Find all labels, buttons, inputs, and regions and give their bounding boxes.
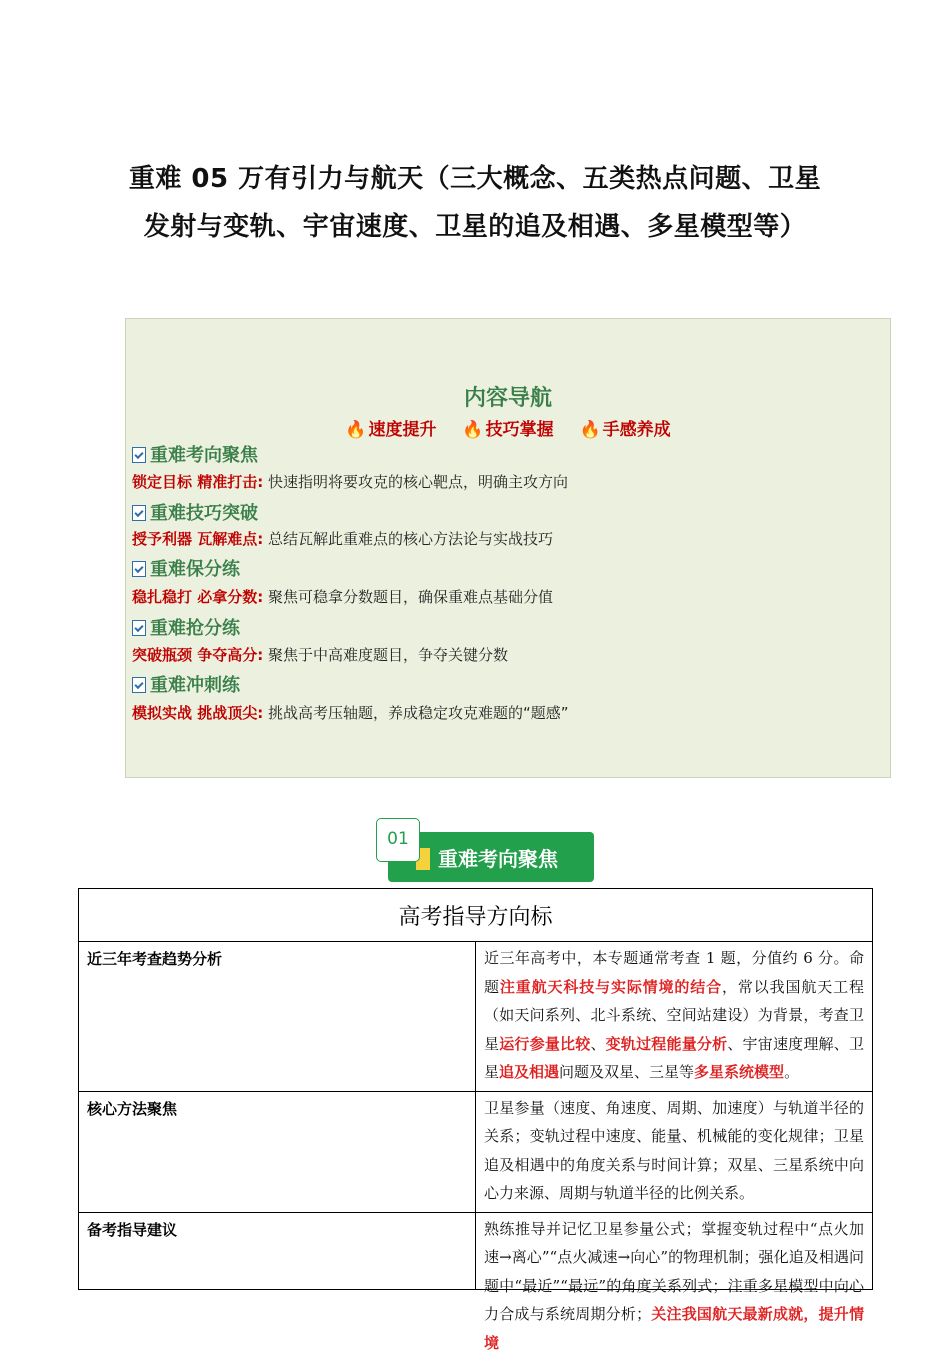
- highlight-text: 关注我国航天最新成就，提升情境: [484, 1305, 864, 1352]
- nav-heading: 内容导航: [463, 386, 552, 411]
- body-text: 、宇宙速度理解、卫星: [484, 1034, 864, 1081]
- body-text: 问题及双星、三星等: [559, 1063, 695, 1081]
- body-text: 。: [784, 1063, 800, 1081]
- section-badge-label: 重难考向聚焦: [438, 847, 558, 871]
- nav-section-heading: 重难考向聚焦: [132, 441, 258, 467]
- page-title-line-1: 重难 05 万有引力与航天（三大概念、五类热点问题、卫星: [128, 164, 822, 194]
- row-content-clip: [484, 1215, 864, 1352]
- document-check-icon: [132, 447, 146, 463]
- flame-icon: 🔥: [462, 420, 484, 440]
- content-navigation-box: [125, 318, 891, 778]
- row-label: 核心方法聚焦: [79, 1091, 476, 1212]
- table-header-row: [79, 889, 873, 942]
- table-row: [79, 1212, 873, 1289]
- document-check-icon: [132, 561, 146, 577]
- nav-tags: [126, 415, 890, 440]
- nav-section-heading: 重难抢分练: [132, 614, 240, 640]
- nav-tag: [345, 420, 436, 440]
- nav-section-heading: 重难冲刺练: [132, 671, 240, 697]
- row-content: [476, 1212, 873, 1352]
- highlight-text: 多星系统模型: [694, 1063, 785, 1081]
- table-row: [79, 942, 873, 1092]
- nav-tag: [580, 420, 671, 440]
- nav-tag: [462, 420, 553, 440]
- nav-section-heading: 重难技巧突破: [132, 499, 258, 525]
- document-check-icon: [132, 677, 146, 693]
- nav-section-heading: 重难保分练: [132, 555, 240, 581]
- nav-tag-label: 技巧掌握: [485, 420, 554, 440]
- nav-tag-label: 手感养成: [602, 420, 671, 440]
- row-content: [476, 942, 873, 1092]
- table-header: 高考指导方向标: [79, 889, 873, 942]
- page-title-line-2: 发射与变轨、宇宙速度、卫星的追及相遇、多星模型等）: [143, 212, 807, 242]
- row-content: [476, 1091, 873, 1212]
- nav-section-line: 稳扎稳打 必拿分数: 聚焦可稳拿分数题目，确保重难点基础分值: [132, 588, 554, 606]
- document-check-icon: [132, 620, 146, 636]
- body-text: 、: [590, 1034, 606, 1053]
- guide-table: [78, 888, 873, 1352]
- document-check-icon: [132, 505, 146, 521]
- nav-section-line: 模拟实战 挑战顶尖: 挑战高考压轴题，养成稳定攻克难题的“题感”: [132, 704, 569, 722]
- highlight-text: 运行参量比较: [499, 1034, 591, 1053]
- nav-section-line: 授予利器 瓦解难点: 总结瓦解此重难点的核心方法论与实战技巧: [132, 530, 554, 548]
- nav-section-line: 突破瓶颈 争夺高分: 聚焦于中高难度题目，争夺关键分数: [132, 646, 509, 664]
- body-text: 卫星参量（速度、角速度、周期、加速度）与轨道半径的关系；变轨过程中速度、能量、机械能的变化规律；卫星追及相遇中的角度关系与时间计算；双星、三星系统中向心力来源、周期与轨道半径的比例关系。: [484, 1098, 864, 1202]
- row-label: 近三年考查趋势分析: [79, 942, 476, 1092]
- nav-section-line: 锁定目标 精准打击: 快速指明将要攻克的核心靶点，明确主攻方向: [132, 473, 569, 491]
- table-row: [79, 1091, 873, 1212]
- section-badge-number: 01: [376, 818, 420, 862]
- section-badge: [376, 818, 594, 882]
- nav-tag-label: 速度提升: [368, 420, 437, 440]
- body-text: ，常以我国航天工程（如天问系列、北斗系统、空间站建设）为背景，考查卫星: [484, 977, 864, 1053]
- body-text: 熟练推导并记忆卫星参量公式；掌握变轨过程中“点火加速→离心”“点火减速→向心”的物理机制；强化追及相遇问题中“最近”“最远”的角度关系列式；注重多星模型中向心力合成与系统周期分析；: [484, 1219, 864, 1323]
- highlight-text: 注重航天科技与实际情境的结合: [499, 977, 723, 996]
- flame-icon: 🔥: [579, 420, 601, 440]
- highlight-text: 追及相遇: [499, 1063, 560, 1081]
- flame-icon: 🔥: [345, 420, 367, 440]
- body-text: 近三年高考中，本专题通常考查 1 题，分值约 6 分。命题: [484, 949, 864, 996]
- highlight-text: 变轨过程能量分析: [605, 1034, 728, 1053]
- row-label: 备考指导建议: [79, 1212, 476, 1289]
